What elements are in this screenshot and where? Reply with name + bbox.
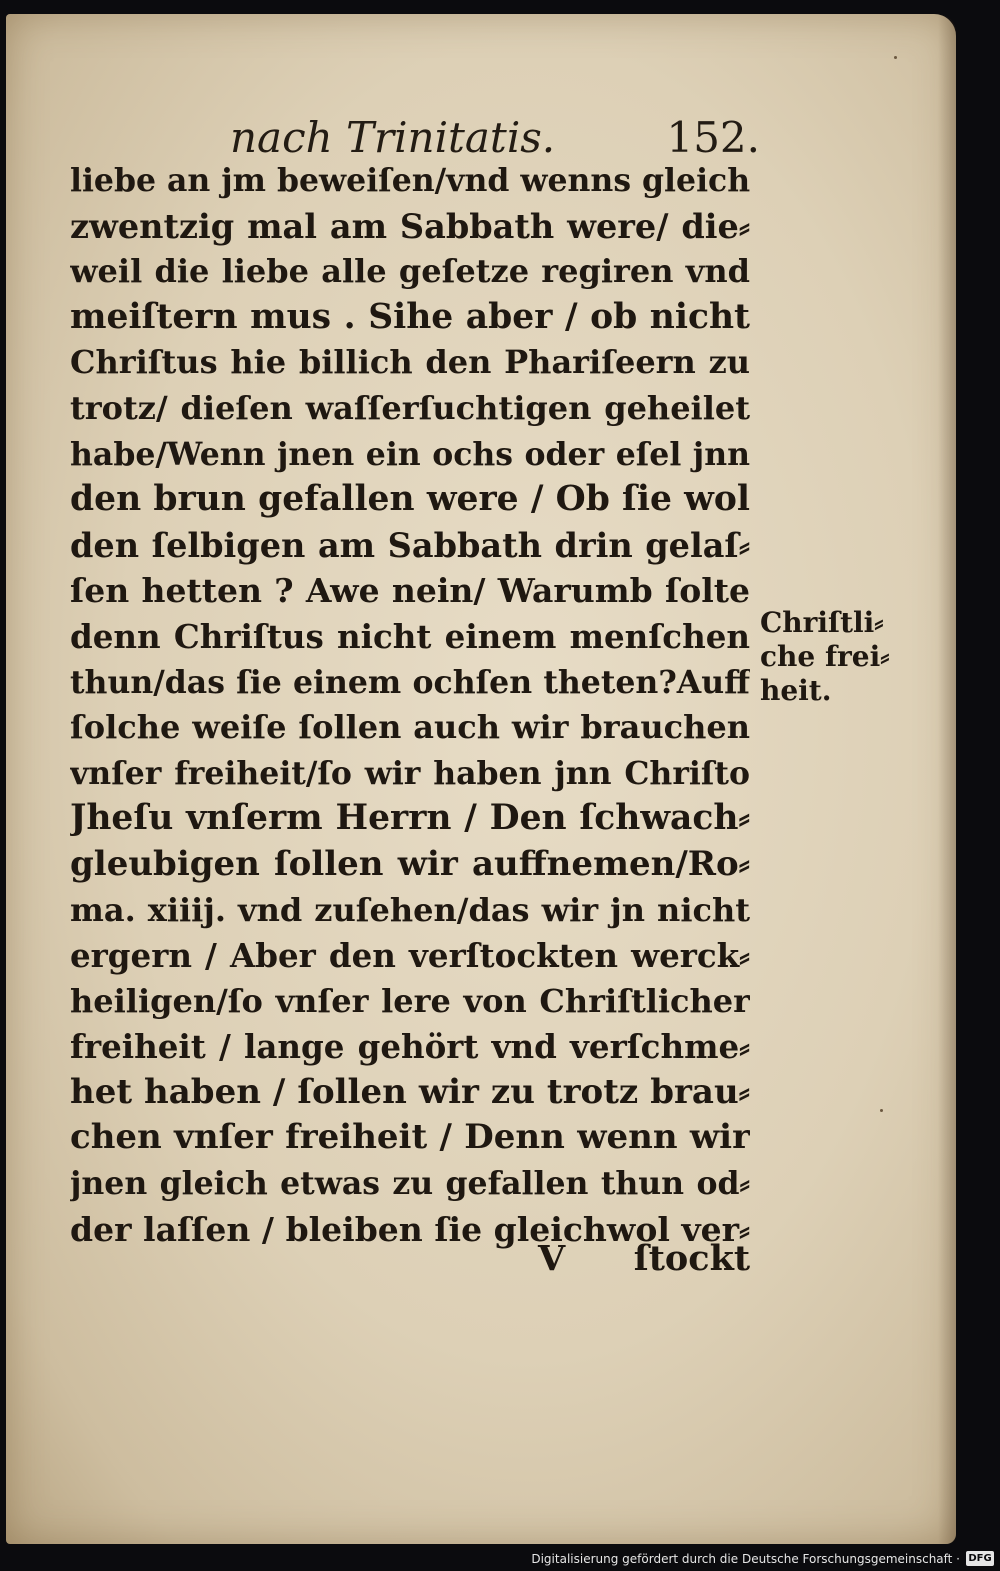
funding-bar (0, 1547, 1000, 1571)
text-line: ſen hetten ? Awe nein/ Warumb ſolte (70, 571, 750, 611)
text-line: den brun gefallen were / Ob ſie wol (70, 479, 750, 520)
text-line: zwentzig mal am Sabbath were/ die⸗ (70, 206, 750, 246)
dfg-logo-icon: DFG (966, 1551, 994, 1566)
marginal-note-line: heit. (760, 674, 832, 707)
paper-speck (880, 1109, 883, 1112)
marginal-note (760, 606, 900, 708)
body-text (70, 158, 750, 1252)
text-line: liebe an jm beweiſen/vnd wenns gleich (70, 162, 750, 199)
text-line: ergern / Aber den verſtockten werck⸗ (70, 936, 750, 976)
text-line: heiligen/ſo vnſer lere von Chriſtlicher (70, 981, 750, 1020)
text-line: jnen gleich etwas zu gefallen thun od⸗ (70, 1165, 750, 1203)
text-line: denn Chriſtus nicht einem menſchen (70, 616, 750, 656)
marginal-note-line: che frei⸗ (760, 640, 890, 673)
catchword: ſtockt (633, 1238, 750, 1279)
text-line: freiheit / lange gehört vnd verſchme⸗ (70, 1027, 750, 1067)
text-line: den ſelbigen am Sabbath drin gelaſ⸗ (70, 525, 750, 565)
text-line: gleubigen ſollen wir auffnemen/Ro⸗ (70, 843, 750, 884)
text-line: thun/das ſie einem ochſen theten?Auff (70, 663, 750, 701)
text-line: ma. xiiij. vnd zuſehen/das wir jn nicht (70, 890, 750, 929)
text-line: trotz/ dieſen waſſerſuchtigen geheilet (70, 388, 750, 427)
text-line: habe/Wenn jnen ein ochs oder eſel jnn (70, 435, 750, 473)
text-line: ſolche weiſe ſollen auch wir brauchen (70, 708, 750, 747)
text-line: meiſtern mus . Sihe aber / ob nicht (70, 296, 750, 337)
text-line: Chriſtus hie billich den Phariſeern zu (70, 343, 750, 382)
text-line: vnſer freiheit/ſo wir haben jnn Chriſto (70, 754, 750, 792)
running-head (230, 112, 760, 164)
page-footer (70, 1234, 750, 1284)
marginal-note-line: Chriſtli⸗ (760, 606, 884, 639)
text-line: chen vnſer freiheit / Denn wenn wir (70, 1117, 750, 1158)
text-line: weil die liebe alle geſetze regiren vnd (70, 252, 750, 291)
page-number: 152. (666, 113, 760, 162)
paper-speck (894, 56, 897, 59)
text-line: der laſſen / bleiben ſie gleichwol ver⸗ (70, 1209, 750, 1249)
funding-notice: Digitalisierung gefördert durch die Deutsche Forschungsgemeinschaft · (531, 1552, 960, 1566)
running-title: nach Trinitatis. (230, 113, 556, 162)
signature-mark: V (538, 1238, 566, 1279)
text-line: Jheſu vnſerm Herrn / Den ſchwach⸗ (70, 798, 750, 839)
text-line: het haben / ſollen wir zu trotz brau⸗ (70, 1071, 750, 1112)
